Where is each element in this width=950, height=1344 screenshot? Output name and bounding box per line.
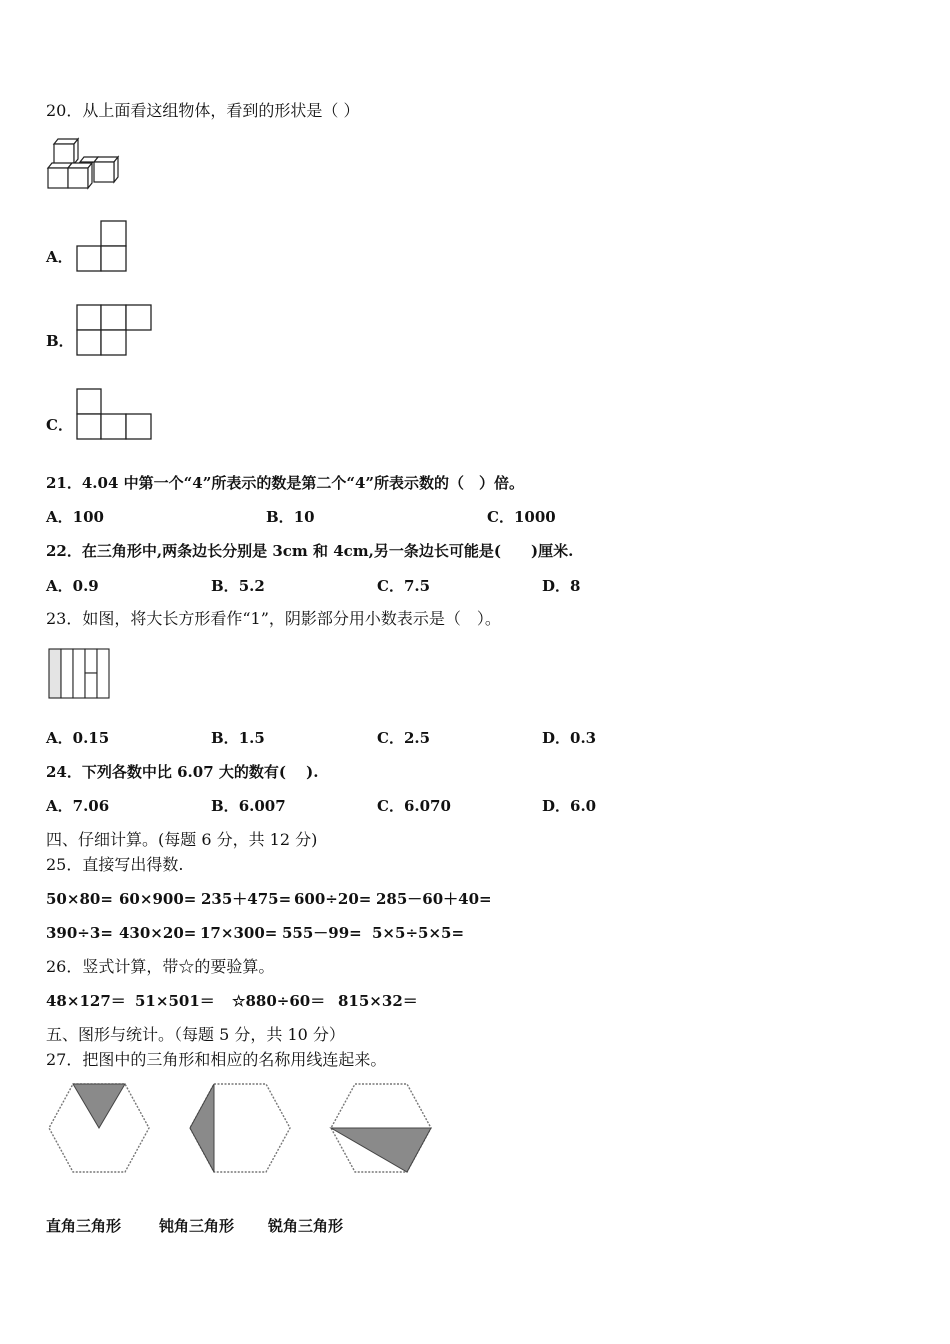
q21-option-b <box>266 508 315 526</box>
q22-option-d <box>542 577 580 595</box>
q20-option-a-figure <box>76 220 128 274</box>
option-key: C． <box>377 729 404 747</box>
q27-name-obtuse-triangle: 钝角三角形 <box>159 1217 235 1235</box>
q21-option-c <box>487 508 556 526</box>
q27-name-right-triangle: 直角三角形 <box>46 1217 122 1235</box>
option-key: B． <box>211 729 239 747</box>
option-key: A． <box>46 797 73 815</box>
q22-option-a <box>46 577 99 595</box>
q24-option-a <box>46 797 109 815</box>
option-value: 100 <box>72 508 104 526</box>
q21-prompt: 21．4.04 中第一个“4”所表示的数是第二个“4”所表示数的（ ）倍。 <box>46 474 525 492</box>
q24-prompt: 24．下列各数中比 6.07 大的数有( ). <box>46 763 319 781</box>
q20-option-b-key: B． <box>46 332 74 350</box>
q20-option-c-figure <box>76 388 154 442</box>
option-key: A． <box>46 508 73 526</box>
option-value: 6.007 <box>238 797 286 815</box>
q25-prompt: 25．直接写出得数. <box>46 855 184 874</box>
q20-option-a-key: A． <box>46 248 73 266</box>
q23-option-b <box>211 729 265 747</box>
q27-hexagon-2 <box>188 1082 292 1174</box>
option-key: A． <box>46 729 73 747</box>
option-key: B． <box>211 577 239 595</box>
section-5-heading: 五、图形与统计。（每题 5 分，共 10 分） <box>46 1025 345 1044</box>
option-value: 0.9 <box>72 577 99 595</box>
q24-option-d <box>542 797 596 815</box>
option-value: 0.3 <box>570 729 597 747</box>
option-value: 1.5 <box>238 729 265 747</box>
q26-item: 815×32＝ <box>338 992 418 1010</box>
q26-item: 51×501＝ <box>135 992 215 1010</box>
q23-rectangle-figure <box>48 648 112 700</box>
option-key: C． <box>377 577 404 595</box>
q25-row2-item: 5×5÷5×5= <box>372 924 465 942</box>
q26-item: ☆880÷60＝ <box>232 992 326 1010</box>
option-key: B． <box>266 508 294 526</box>
option-value: 10 <box>293 508 315 526</box>
q24-option-c <box>377 797 451 815</box>
q26-prompt: 26．竖式计算，带☆的要验算。 <box>46 957 275 976</box>
option-key: D． <box>542 577 571 595</box>
option-value: 1000 <box>513 508 556 526</box>
section-4-heading: 四、仔细计算。(每题 6 分，共 12 分) <box>46 830 318 849</box>
q27-prompt: 27．把图中的三角形和相应的名称用线连起来。 <box>46 1050 387 1069</box>
q26-item: 48×127＝ <box>46 992 126 1010</box>
q23-prompt: 23．如图，将大长方形看作“1”，阴影部分用小数表示是（ ）。 <box>46 609 501 628</box>
q23-option-d <box>542 729 596 747</box>
q27-name-acute-triangle: 锐角三角形 <box>268 1217 344 1235</box>
q27-hexagon-1 <box>47 1082 151 1174</box>
q23-option-a <box>46 729 109 747</box>
q25-row1-item: 600÷20= <box>294 890 372 908</box>
option-value: 2.5 <box>403 729 431 747</box>
option-key: A． <box>46 577 73 595</box>
q25-row2-item: 430×20= <box>119 924 197 942</box>
q25-row1-item: 50×80= <box>46 890 113 908</box>
option-value: 7.06 <box>72 797 110 815</box>
q22-option-b <box>211 577 265 595</box>
option-value: 6.0 <box>570 797 597 815</box>
option-key: C． <box>487 508 514 526</box>
q25-row2-item: 390÷3= <box>46 924 113 942</box>
option-key: D． <box>542 797 571 815</box>
q20-option-c-key: C． <box>46 416 73 434</box>
option-value: 5.2 <box>238 577 265 595</box>
q25-row2-item: 17×300= <box>200 924 278 942</box>
option-key: D． <box>542 729 571 747</box>
q27-hexagon-3 <box>329 1082 433 1174</box>
q22-prompt: 22．在三角形中,两条边长分别是 3cm 和 4cm,另一条边长可能是( )厘米. <box>46 542 574 560</box>
q25-row1-item: 60×900= <box>119 890 197 908</box>
q25-row2-item: 555－99= <box>282 924 362 942</box>
q22-option-c <box>377 577 430 595</box>
option-key: C． <box>377 797 404 815</box>
q25-row1-item: 285－60＋40= <box>376 890 492 908</box>
option-value: 7.5 <box>403 577 431 595</box>
q20-cube-figure <box>46 134 122 190</box>
q20-prompt: 20．从上面看这组物体，看到的形状是（ ） <box>46 101 360 120</box>
q21-option-a <box>46 508 104 526</box>
q23-option-c <box>377 729 430 747</box>
q20-option-b-figure <box>76 304 154 358</box>
q25-row1-item: 235＋475= <box>201 890 292 908</box>
option-value: 6.070 <box>403 797 451 815</box>
q24-option-b <box>211 797 286 815</box>
option-value: 0.15 <box>72 729 110 747</box>
option-value: 8 <box>570 577 581 595</box>
option-key: B． <box>211 797 239 815</box>
